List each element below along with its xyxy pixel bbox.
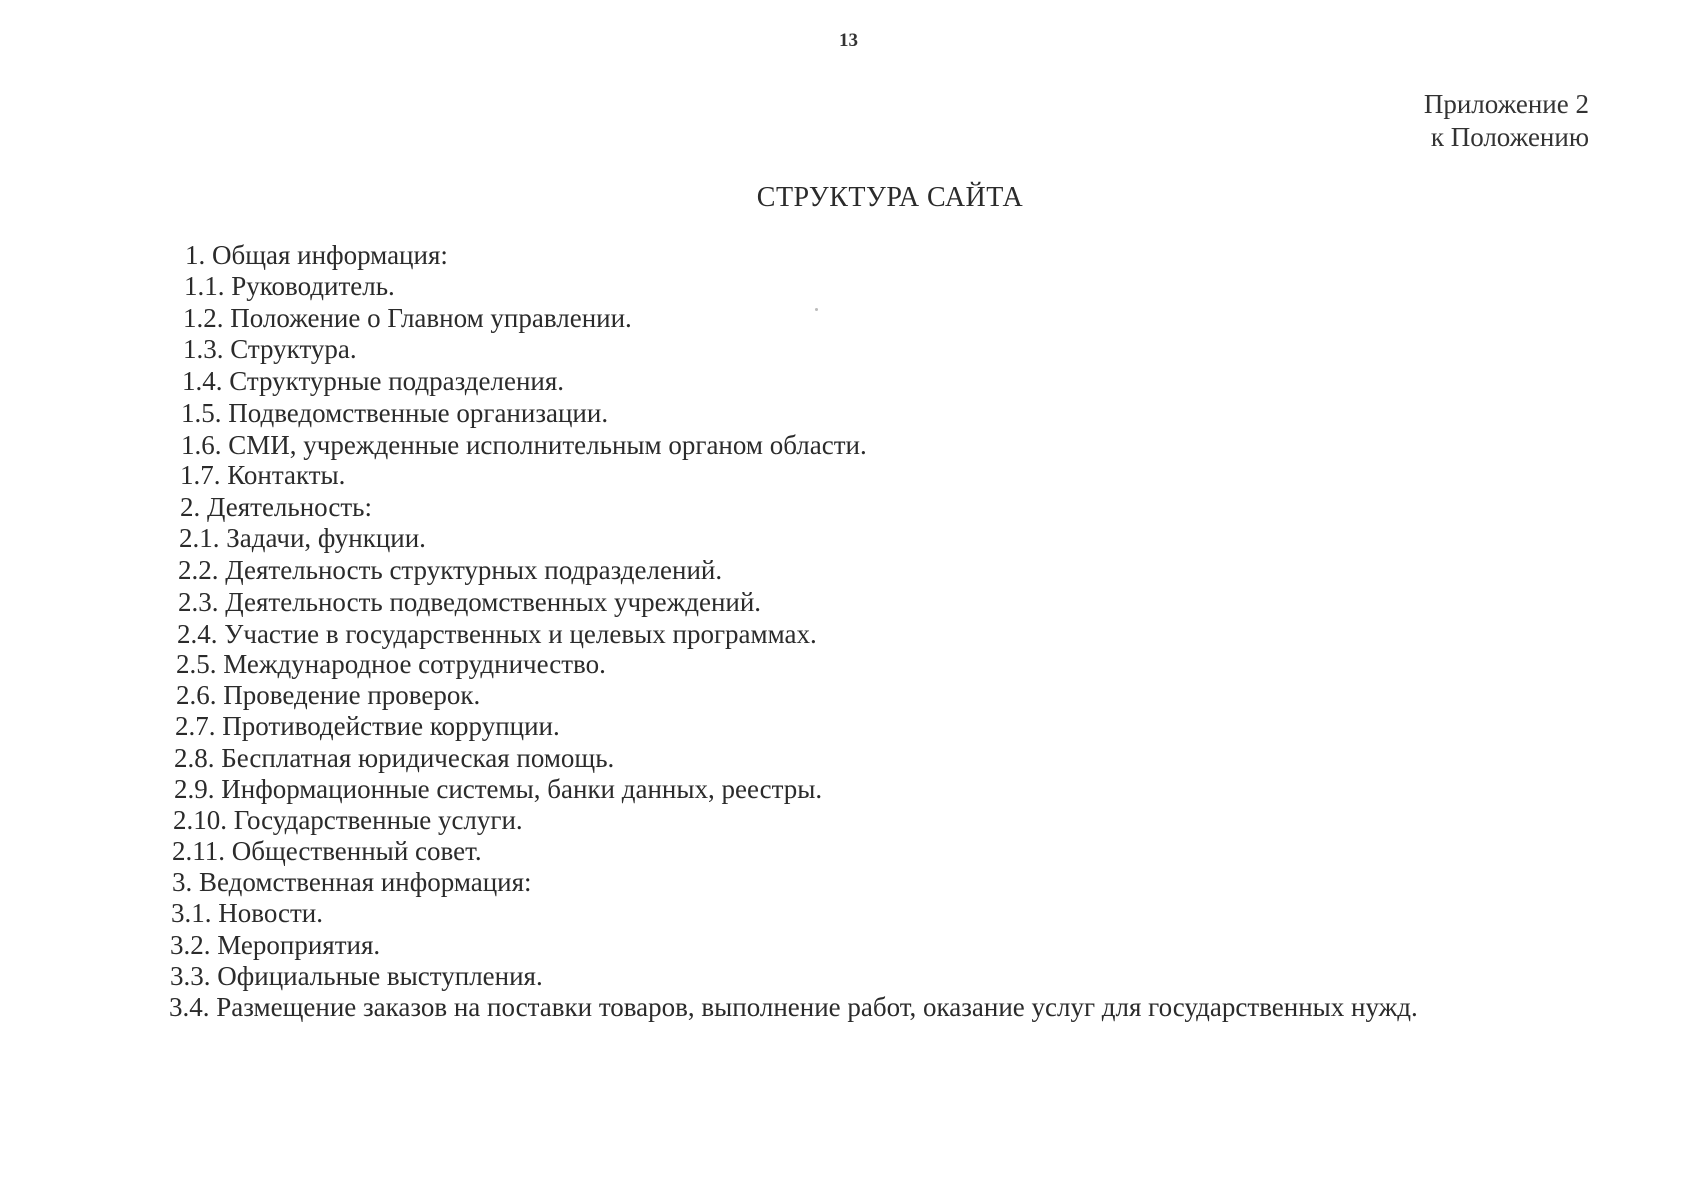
list-item: 2.4. Участие в государственных и целевых программах.	[177, 619, 817, 649]
list-item: 3.1. Новости.	[171, 898, 323, 928]
list-item: 1.7. Контакты.	[180, 460, 346, 490]
list-item: 3.3. Официальные выступления.	[170, 961, 543, 991]
list-item: 2.6. Проведение проверок.	[176, 680, 481, 710]
list-item: 1.4. Структурные подразделения.	[182, 366, 565, 396]
list-item: 2.9. Информационные системы, банки данных, реестры.	[174, 774, 823, 804]
list-item: 2.7. Противодействие коррупции.	[175, 711, 560, 741]
list-item: 3.2. Мероприятия.	[170, 930, 381, 960]
list-item: 2.3. Деятельность подведомственных учреждений.	[178, 587, 762, 617]
list-item: 2.10. Государственные услуги.	[173, 805, 523, 835]
list-item: 1.3. Структура.	[183, 334, 357, 364]
scan-speck	[815, 308, 818, 311]
appendix-line-2: к Положению	[1430, 122, 1589, 152]
list-item: 1.2. Положение о Главном управлении.	[183, 303, 632, 333]
appendix-line-1: Приложение 2	[1423, 89, 1589, 119]
list-item: 1.5. Подведомственные организации.	[181, 398, 609, 428]
list-item: 1. Общая информация:	[185, 240, 448, 270]
list-item: 3. Ведомственная информация:	[172, 867, 532, 897]
list-item: 1.1. Руководитель.	[184, 271, 395, 301]
list-item: 2.8. Бесплатная юридическая помощь.	[174, 743, 615, 773]
list-item: 2. Деятельность:	[180, 492, 372, 522]
page-number: 13	[839, 30, 858, 51]
list-item: 2.5. Международное сотрудничество.	[176, 649, 606, 679]
appendix-note	[1424, 88, 1589, 154]
list-item: 2.1. Задачи, функции.	[179, 523, 426, 553]
list-item: 2.2. Деятельность структурных подразделений.	[178, 555, 723, 585]
list-item: 1.6. СМИ, учрежденные исполнительным органом области.	[181, 430, 867, 460]
list-item: 2.11. Общественный совет.	[172, 836, 482, 866]
list-item: 3.4. Размещение заказов на поставки товаров, выполнение работ, оказание услуг для государственных нужд.	[169, 992, 1418, 1022]
document-title: СТРУКТУРА САЙТА	[756, 182, 1024, 213]
